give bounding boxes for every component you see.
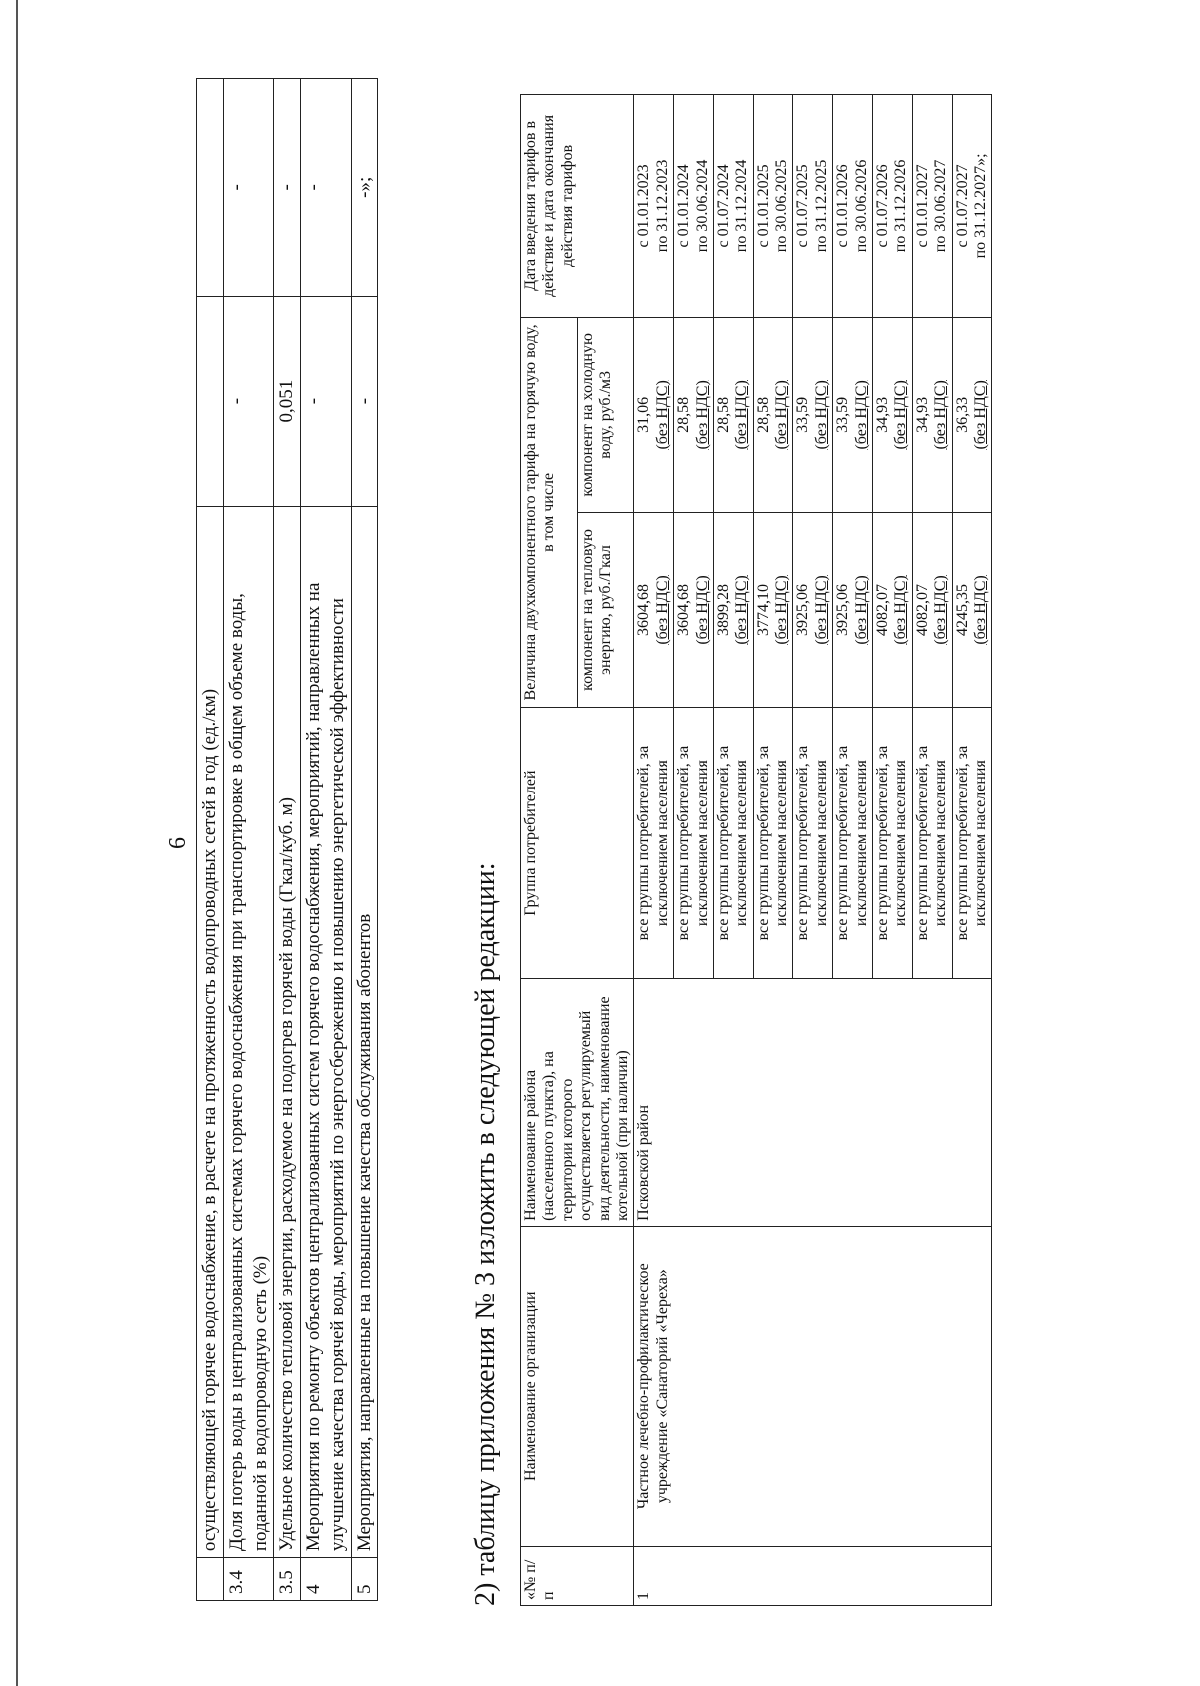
indicator-number: 3.4 [223,1558,274,1601]
cold-vat-note: (без НДС) [932,380,950,450]
indicator-text: Мероприятия по ремонту объектов централизованных систем горячего водоснабжения, мероприятий, направленных на улучшение качества горячей воды, мероприятий по энергосбережению и повышению энергетической эффективности [301,506,352,1557]
cold-component-cell [952,317,992,512]
tariff-period-cell [952,95,992,318]
consumer-group: все группы потребителей, за исключением населения [753,708,793,979]
heat-vat-note: (без НДС) [693,575,711,645]
indicator-table-body [197,79,378,1601]
tariff-start-date: с 01.07.2025 [794,164,812,248]
tariff-start-date: с 01.07.2026 [874,164,892,248]
header-dates: Дата введения тарифов в действие и дата окончания действия тарифов [521,95,634,318]
cold-component-cell [793,317,833,512]
tariff-start-date: с 01.07.2027 [953,164,971,248]
heat-vat-note: (без НДС) [892,575,910,645]
heat-component-cell [713,512,753,707]
header-consumer-group: Группа потребителей [521,708,634,979]
tariff-end-date: по 31.12.2027»; [971,153,989,259]
tariff-period-cell [634,95,674,318]
heat-vat-note: (без НДС) [971,575,989,645]
consumer-group: все группы потребителей, за исключением населения [952,708,992,979]
indicator-row [197,79,224,1601]
indicator-value: - [223,79,274,297]
indicator-number: 4 [301,1558,352,1601]
heat-component-cell [753,512,793,707]
cold-vat-note: (без НДС) [812,380,830,450]
heat-component-value: 3925,06 [794,583,812,636]
page-number: 6 [165,837,191,849]
indicator-value: - [274,79,301,297]
tariff-start-date: с 01.01.2024 [675,164,693,248]
indicator-value [197,79,224,297]
tariff-period-cell [873,95,913,318]
cold-component-value: 28,58 [754,396,772,433]
indicator-row [351,79,378,1601]
tariff-end-date: по 31.12.2024 [733,159,751,253]
heat-component-value: 4082,07 [913,583,931,636]
tariff-period-cell [912,95,952,318]
indicator-number: 5 [351,1558,378,1601]
heat-component-value: 4245,35 [953,583,971,636]
cold-component-value: 28,58 [675,396,693,433]
consumer-group: все группы потребителей, за исключением населения [793,708,833,979]
header-organization: Наименование организации [521,1226,634,1546]
cold-component-value: 33,59 [794,396,812,433]
heat-vat-note: (без НДС) [653,575,671,645]
heat-component-cell [952,512,992,707]
tariff-end-date: по 30.06.2026 [852,159,870,253]
header-num: «№ п/п [521,1546,634,1605]
heat-component-cell [873,512,913,707]
cold-component-value: 34,93 [874,396,892,433]
indicator-text: Удельное количество тепловой энергии, расходуемое на подогрев горячей воды (Гкал/куб. м) [274,506,301,1557]
cold-component-cell [873,317,913,512]
section-heading: 2) таблицу приложения № 3 изложить в следующей редакции: [470,862,501,1606]
consumer-group: все группы потребителей, за исключением населения [912,708,952,979]
heat-component-cell [674,512,714,707]
cold-component-value: 28,58 [714,396,732,433]
tariff-table-body [634,95,992,1606]
cold-vat-note: (без НДС) [852,380,870,450]
tariff-table-header [521,95,634,1606]
tariff-table [520,94,992,1606]
scan-edge [0,0,18,1686]
tariff-start-date: с 01.01.2025 [754,164,772,248]
indicator-row [301,79,352,1601]
tariff-row [634,95,674,1606]
heat-component-cell [833,512,873,707]
tariff-end-date: по 31.12.2026 [892,159,910,253]
tariff-end-date: по 31.12.2023 [653,159,671,253]
indicator-text: осуществляющей горячее водоснабжение, в расчете на протяженность водопроводных сетей в год (ед./км) [197,506,224,1557]
heat-vat-note: (без НДС) [852,575,870,645]
cold-component-cell [713,317,753,512]
indicator-value: - [351,296,378,506]
tariff-end-date: по 30.06.2024 [693,159,711,253]
heat-vat-note: (без НДС) [932,575,950,645]
tariff-start-date: с 01.01.2027 [913,164,931,248]
heat-vat-note: (без НДС) [812,575,830,645]
tariff-period-cell [674,95,714,318]
indicator-value [197,296,224,506]
tariff-period-cell [753,95,793,318]
cold-component-value: 34,93 [913,396,931,433]
tariff-start-date: с 01.01.2026 [834,164,852,248]
cold-vat-note: (без НДС) [693,380,711,450]
heat-component-value: 3604,68 [635,583,653,636]
organization-name: Частное лечебно-профилактическое учреждение «Санаторий «Череха» [634,1226,992,1546]
cold-component-value: 33,59 [834,396,852,433]
indicator-number: 3.5 [274,1558,301,1601]
tariff-start-date: с 01.07.2024 [714,164,732,248]
heat-component-value: 3604,68 [675,583,693,636]
consumer-group: все группы потребителей, за исключением населения [833,708,873,979]
cold-component-cell [912,317,952,512]
indicator-table [196,78,378,1601]
row-number: 1 [634,1546,992,1605]
tariff-end-date: по 31.12.2025 [812,159,830,253]
indicator-value: 0,051 [274,296,301,506]
heat-component-value: 3899,28 [714,583,732,636]
heat-component-cell [912,512,952,707]
consumer-group: все группы потребителей, за исключением населения [674,708,714,979]
indicator-number [197,1558,224,1601]
tariff-period-cell [713,95,753,318]
indicator-row [274,79,301,1601]
heat-vat-note: (без НДС) [733,575,751,645]
cold-vat-note: (без НДС) [773,380,791,450]
consumer-group: все группы потребителей, за исключением населения [634,708,674,979]
indicator-value: - [301,79,352,297]
cold-component-value: 31,06 [635,396,653,433]
cold-vat-note: (без НДС) [892,380,910,450]
heat-component-value: 4082,07 [874,583,892,636]
tariff-end-date: по 30.06.2027 [932,159,950,253]
indicator-row [223,79,274,1601]
cold-component-cell [753,317,793,512]
heat-component-cell [634,512,674,707]
consumer-group: все группы потребителей, за исключением населения [713,708,753,979]
cold-component-value: 36,33 [953,396,971,433]
indicator-value: - [223,296,274,506]
heat-component-value: 3925,06 [834,583,852,636]
tariff-end-date: по 30.06.2025 [773,159,791,253]
header-tariff-value: Величина двухкомпонентного тарифа на горячую воду, в том числе [521,317,578,707]
tariff-start-date: с 01.01.2023 [635,164,653,248]
tariff-period-cell [793,95,833,318]
cold-component-cell [674,317,714,512]
cold-vat-note: (без НДС) [971,380,989,450]
cold-component-cell [833,317,873,512]
district-name: Псковской район [634,979,992,1227]
indicator-text: Доля потерь воды в централизованных системах горячего водоснабжения при транспортировке в общем объеме воды, поданной в водопроводную сеть (%) [223,506,274,1557]
indicator-value: -»; [351,79,378,297]
heat-component-cell [793,512,833,707]
cold-vat-note: (без НДС) [653,380,671,450]
heat-vat-note: (без НДС) [773,575,791,645]
header-heat-component: компонент на тепловую энергию, руб./Гкал [577,512,634,707]
tariff-period-cell [833,95,873,318]
heat-component-value: 3774,10 [754,583,772,636]
indicator-text: Мероприятия, направленные на повышение качества обслуживания абонентов [351,506,378,1557]
cold-vat-note: (без НДС) [733,380,751,450]
cold-component-cell [634,317,674,512]
header-cold-component: компонент на холодную воду, руб./м3 [577,317,634,512]
consumer-group: все группы потребителей, за исключением населения [873,708,913,979]
indicator-value: - [301,296,352,506]
header-district: Наименование района (населенного пункта), на территории которого осуществляется регулируемый вид деятельности, наименование котельной (при наличии) [521,979,634,1227]
